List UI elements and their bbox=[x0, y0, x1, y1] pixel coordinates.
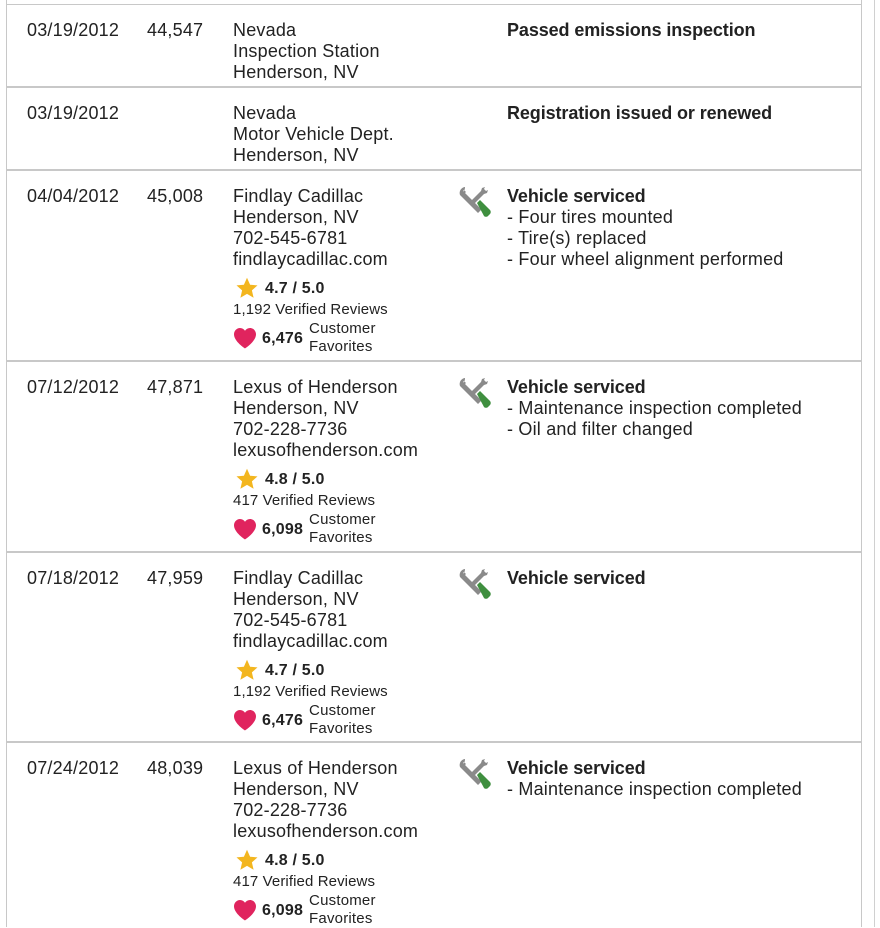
dealer-phone[interactable]: 702-545-6781 bbox=[233, 610, 348, 630]
dealer-website[interactable]: findlaycadillac.com bbox=[233, 631, 388, 651]
favorites-count: 6,098 bbox=[262, 901, 304, 919]
event-title: Vehicle serviced bbox=[507, 186, 646, 206]
history-row bbox=[7, 743, 861, 927]
record-mileage: 47,871 bbox=[147, 377, 204, 397]
favorites-count: 6,098 bbox=[262, 520, 304, 538]
record-source bbox=[233, 186, 453, 356]
heart-icon bbox=[233, 899, 257, 921]
heart-icon bbox=[233, 709, 257, 731]
source-location: Henderson, NV bbox=[233, 145, 359, 165]
dealer-rating bbox=[233, 848, 453, 872]
source-name-line1: Nevada bbox=[233, 20, 297, 40]
dealer-rating bbox=[233, 467, 453, 491]
record-details bbox=[507, 758, 857, 800]
favorites-label-line2: Favorites bbox=[309, 720, 373, 737]
favorites-label-line1: Customer bbox=[309, 511, 376, 528]
source-location: Henderson, NV bbox=[233, 398, 359, 418]
favorites-label-line2: Favorites bbox=[309, 910, 373, 927]
star-icon bbox=[235, 848, 259, 872]
source-name-line1: Nevada bbox=[233, 103, 297, 123]
history-row bbox=[7, 88, 861, 171]
favorites-label bbox=[309, 320, 376, 356]
record-source bbox=[233, 568, 453, 738]
dealer-name[interactable]: Lexus of Henderson bbox=[233, 377, 398, 397]
event-title: Vehicle serviced bbox=[507, 568, 646, 588]
service-history-table bbox=[6, 0, 862, 927]
history-row bbox=[7, 362, 861, 553]
source-name-line2: Motor Vehicle Dept. bbox=[233, 124, 394, 144]
dealer-rating bbox=[233, 658, 453, 682]
rating-value: 4.7 / 5.0 bbox=[265, 661, 325, 679]
record-date: 03/19/2012 bbox=[27, 103, 120, 123]
record-date: 07/24/2012 bbox=[27, 758, 120, 778]
favorites-count: 6,476 bbox=[262, 711, 304, 729]
favorites-count: 6,476 bbox=[262, 329, 304, 347]
record-mileage: 44,547 bbox=[147, 20, 204, 40]
customer-favorites bbox=[233, 892, 453, 928]
star-icon bbox=[235, 467, 259, 491]
event-title: Vehicle serviced bbox=[507, 758, 646, 778]
record-details bbox=[507, 103, 857, 124]
wrench-screwdriver-icon bbox=[458, 567, 492, 601]
dealer-website[interactable]: lexusofhenderson.com bbox=[233, 440, 419, 460]
record-mileage: 47,959 bbox=[147, 568, 204, 588]
heart-icon bbox=[233, 518, 257, 540]
verified-reviews-link[interactable]: 1,192 Verified Reviews bbox=[233, 683, 388, 700]
wrench-screwdriver-icon bbox=[458, 757, 492, 791]
record-source bbox=[233, 758, 453, 928]
dealer-phone[interactable]: 702-228-7736 bbox=[233, 800, 348, 820]
favorites-label bbox=[309, 511, 376, 547]
star-icon bbox=[235, 658, 259, 682]
favorites-label-line1: Customer bbox=[309, 320, 376, 337]
favorites-label bbox=[309, 892, 376, 928]
service-detail: - Four wheel alignment performed bbox=[507, 249, 784, 269]
source-location: Henderson, NV bbox=[233, 779, 359, 799]
record-details bbox=[507, 186, 857, 270]
wrench-screwdriver-icon bbox=[458, 185, 492, 219]
verified-reviews-link[interactable]: 1,192 Verified Reviews bbox=[233, 301, 388, 318]
rating-value: 4.8 / 5.0 bbox=[265, 470, 325, 488]
dealer-website[interactable]: findlaycadillac.com bbox=[233, 249, 388, 269]
record-details bbox=[507, 377, 857, 440]
record-source bbox=[233, 20, 453, 83]
record-mileage: 45,008 bbox=[147, 186, 204, 206]
customer-favorites bbox=[233, 702, 453, 738]
event-title: Vehicle serviced bbox=[507, 377, 646, 397]
star-icon bbox=[235, 276, 259, 300]
dealer-phone[interactable]: 702-228-7736 bbox=[233, 419, 348, 439]
verified-reviews-link[interactable]: 417 Verified Reviews bbox=[233, 492, 376, 509]
record-details bbox=[507, 20, 857, 41]
record-source bbox=[233, 377, 453, 547]
source-location: Henderson, NV bbox=[233, 589, 359, 609]
heart-icon bbox=[233, 327, 257, 349]
history-row bbox=[7, 5, 861, 88]
customer-favorites bbox=[233, 320, 453, 356]
service-detail: - Maintenance inspection completed bbox=[507, 398, 802, 418]
verified-reviews-link[interactable]: 417 Verified Reviews bbox=[233, 873, 376, 890]
history-row bbox=[7, 171, 861, 362]
rating-value: 4.7 / 5.0 bbox=[265, 279, 325, 297]
dealer-name[interactable]: Findlay Cadillac bbox=[233, 186, 364, 206]
record-date: 07/12/2012 bbox=[27, 377, 120, 397]
event-title: Registration issued or renewed bbox=[507, 103, 773, 123]
favorites-label-line2: Favorites bbox=[309, 529, 373, 546]
service-detail: - Four tires mounted bbox=[507, 207, 674, 227]
source-name-line2: Inspection Station bbox=[233, 41, 380, 61]
record-source bbox=[233, 103, 453, 166]
customer-favorites bbox=[233, 511, 453, 547]
record-mileage: 48,039 bbox=[147, 758, 204, 778]
record-details bbox=[507, 568, 857, 589]
event-title: Passed emissions inspection bbox=[507, 20, 756, 40]
favorites-label-line2: Favorites bbox=[309, 338, 373, 355]
source-location: Henderson, NV bbox=[233, 62, 359, 82]
service-detail: - Oil and filter changed bbox=[507, 419, 693, 439]
dealer-website[interactable]: lexusofhenderson.com bbox=[233, 821, 419, 841]
dealer-name[interactable]: Lexus of Henderson bbox=[233, 758, 398, 778]
dealer-phone[interactable]: 702-545-6781 bbox=[233, 228, 348, 248]
dealer-rating bbox=[233, 276, 453, 300]
service-detail: - Tire(s) replaced bbox=[507, 228, 647, 248]
favorites-label bbox=[309, 702, 376, 738]
history-row bbox=[7, 553, 861, 743]
rating-value: 4.8 / 5.0 bbox=[265, 851, 325, 869]
source-location: Henderson, NV bbox=[233, 207, 359, 227]
favorites-label-line1: Customer bbox=[309, 702, 376, 719]
favorites-label-line1: Customer bbox=[309, 892, 376, 909]
dealer-name[interactable]: Findlay Cadillac bbox=[233, 568, 364, 588]
record-date: 07/18/2012 bbox=[27, 568, 120, 588]
record-date: 03/19/2012 bbox=[27, 20, 120, 40]
scrollbar-track[interactable] bbox=[874, 0, 875, 927]
wrench-screwdriver-icon bbox=[458, 376, 492, 410]
service-detail: - Maintenance inspection completed bbox=[507, 779, 802, 799]
record-date: 04/04/2012 bbox=[27, 186, 120, 206]
